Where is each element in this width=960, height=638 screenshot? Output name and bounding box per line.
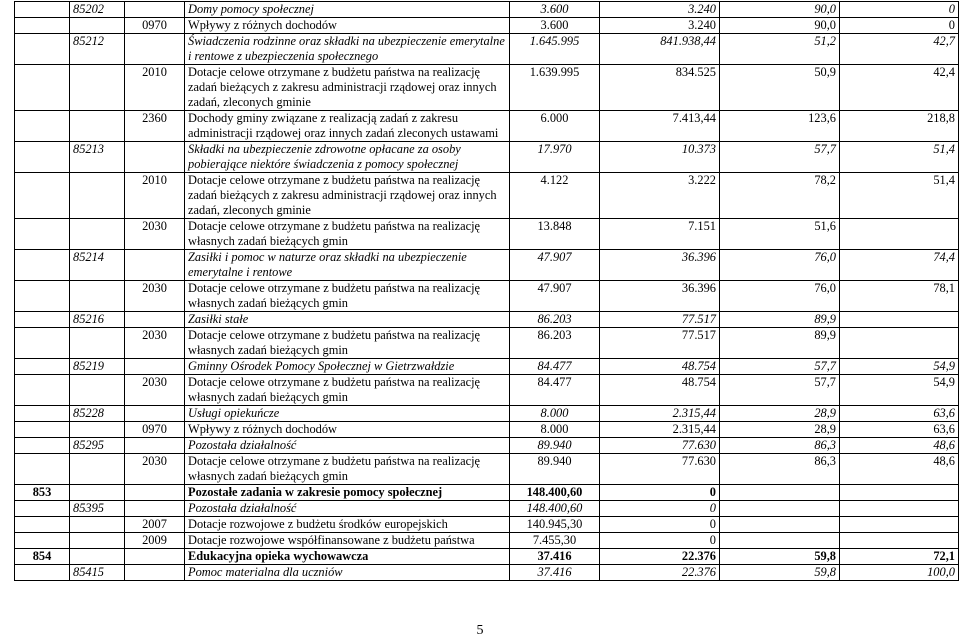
dynamics-cell: 72,1 [840,549,959,565]
execution-cell: 0 [600,533,720,549]
paragraph-cell: 0970 [125,18,185,34]
chapter-cell [70,517,125,533]
percent-execution-cell [720,501,840,517]
paragraph-cell: 2007 [125,517,185,533]
section-cell [15,328,70,359]
plan-cell: 47.907 [510,250,600,281]
execution-cell: 22.376 [600,549,720,565]
dynamics-cell: 51,4 [840,173,959,219]
paragraph-cell [125,312,185,328]
plan-cell: 4.122 [510,173,600,219]
section-cell [15,18,70,34]
section-cell [15,312,70,328]
paragraph-cell [125,250,185,281]
chapter-cell [70,18,125,34]
execution-cell: 48.754 [600,359,720,375]
percent-execution-cell: 28,9 [720,406,840,422]
description-cell: Pozostała działalność [185,438,510,454]
chapter-cell [70,219,125,250]
section-cell [15,533,70,549]
percent-execution-cell: 50,9 [720,65,840,111]
percent-execution-cell: 76,0 [720,281,840,312]
chapter-cell [70,111,125,142]
section-cell [15,2,70,18]
table-row [15,65,959,111]
paragraph-cell: 2030 [125,281,185,312]
dynamics-cell [840,517,959,533]
table-row [15,312,959,328]
paragraph-cell [125,142,185,173]
dynamics-cell: 42,7 [840,34,959,65]
dynamics-cell: 42,4 [840,65,959,111]
dynamics-cell: 100,0 [840,565,959,581]
paragraph-cell: 0970 [125,422,185,438]
chapter-cell [70,533,125,549]
execution-cell: 841.938,44 [600,34,720,65]
percent-execution-cell: 86,3 [720,438,840,454]
chapter-cell: 85212 [70,34,125,65]
plan-cell: 37.416 [510,549,600,565]
dynamics-cell: 74,4 [840,250,959,281]
table-body [15,2,959,581]
description-cell: Zasiłki stałe [185,312,510,328]
section-cell [15,454,70,485]
section-cell [15,173,70,219]
table-row [15,485,959,501]
execution-cell: 36.396 [600,281,720,312]
percent-execution-cell: 89,9 [720,312,840,328]
percent-execution-cell [720,533,840,549]
execution-cell: 36.396 [600,250,720,281]
description-cell: Dotacje celowe otrzymane z budżetu państwa na realizację własnych zadań bieżących gmin [185,328,510,359]
dynamics-cell: 78,1 [840,281,959,312]
chapter-cell [70,328,125,359]
plan-cell: 7.455,30 [510,533,600,549]
table-row [15,18,959,34]
table-row [15,34,959,65]
execution-cell: 22.376 [600,565,720,581]
execution-cell: 77.517 [600,328,720,359]
paragraph-cell: 2030 [125,375,185,406]
plan-cell: 84.477 [510,359,600,375]
table-row [15,281,959,312]
table-row [15,173,959,219]
percent-execution-cell: 89,9 [720,328,840,359]
percent-execution-cell: 86,3 [720,454,840,485]
dynamics-cell: 0 [840,2,959,18]
table-row [15,501,959,517]
execution-cell: 3.240 [600,18,720,34]
chapter-cell: 85214 [70,250,125,281]
dynamics-cell: 63,6 [840,406,959,422]
section-cell [15,250,70,281]
table-row [15,533,959,549]
dynamics-cell: 51,4 [840,142,959,173]
percent-execution-cell: 78,2 [720,173,840,219]
paragraph-cell [125,359,185,375]
plan-cell: 148.400,60 [510,501,600,517]
paragraph-cell [125,565,185,581]
execution-cell: 48.754 [600,375,720,406]
section-cell [15,111,70,142]
section-cell [15,281,70,312]
description-cell: Pomoc materialna dla uczniów [185,565,510,581]
percent-execution-cell: 90,0 [720,18,840,34]
paragraph-cell [125,501,185,517]
table-row [15,454,959,485]
execution-cell: 77.517 [600,312,720,328]
execution-cell: 10.373 [600,142,720,173]
percent-execution-cell: 59,8 [720,565,840,581]
chapter-cell [70,281,125,312]
plan-cell: 86.203 [510,328,600,359]
dynamics-cell [840,501,959,517]
percent-execution-cell: 28,9 [720,422,840,438]
plan-cell: 84.477 [510,375,600,406]
section-cell [15,501,70,517]
description-cell: Dotacje rozwojowe współfinansowane z budżetu państwa [185,533,510,549]
percent-execution-cell: 51,2 [720,34,840,65]
plan-cell: 3.600 [510,2,600,18]
table-row [15,549,959,565]
plan-cell: 6.000 [510,111,600,142]
execution-cell: 2.315,44 [600,422,720,438]
table-row [15,359,959,375]
percent-execution-cell [720,485,840,501]
chapter-cell [70,173,125,219]
section-cell [15,565,70,581]
chapter-cell: 85219 [70,359,125,375]
paragraph-cell: 2009 [125,533,185,549]
description-cell: Usługi opiekuńcze [185,406,510,422]
dynamics-cell: 0 [840,18,959,34]
description-cell: Edukacyjna opieka wychowawcza [185,549,510,565]
plan-cell: 8.000 [510,406,600,422]
table-row [15,2,959,18]
dynamics-cell: 54,9 [840,359,959,375]
plan-cell: 148.400,60 [510,485,600,501]
plan-cell: 89.940 [510,454,600,485]
dynamics-cell: 54,9 [840,375,959,406]
plan-cell: 37.416 [510,565,600,581]
execution-cell: 3.222 [600,173,720,219]
description-cell: Dotacje celowe otrzymane z budżetu państwa na realizację własnych zadań bieżących gmin [185,281,510,312]
chapter-cell [70,422,125,438]
execution-cell: 0 [600,485,720,501]
execution-cell: 77.630 [600,438,720,454]
percent-execution-cell: 57,7 [720,375,840,406]
section-cell [15,517,70,533]
dynamics-cell: 63,6 [840,422,959,438]
section-cell [15,65,70,111]
chapter-cell: 85202 [70,2,125,18]
description-cell: Dotacje celowe otrzymane z budżetu państwa na realizację własnych zadań bieżących gmin [185,219,510,250]
plan-cell: 140.945,30 [510,517,600,533]
description-cell: Świadczenia rodzinne oraz składki na ubezpieczenie emerytalne i rentowe z ubezpieczenia społecznego [185,34,510,65]
paragraph-cell [125,406,185,422]
dynamics-cell [840,219,959,250]
description-cell: Pozostałe zadania w zakresie pomocy społecznej [185,485,510,501]
description-cell: Domy pomocy społecznej [185,2,510,18]
section-cell [15,422,70,438]
table-row [15,422,959,438]
dynamics-cell: 218,8 [840,111,959,142]
dynamics-cell: 48,6 [840,454,959,485]
percent-execution-cell: 57,7 [720,359,840,375]
plan-cell: 3.600 [510,18,600,34]
plan-cell: 13.848 [510,219,600,250]
dynamics-cell: 48,6 [840,438,959,454]
execution-cell: 0 [600,517,720,533]
plan-cell: 1.645.995 [510,34,600,65]
paragraph-cell [125,34,185,65]
section-cell [15,219,70,250]
section-cell [15,34,70,65]
section-cell [15,359,70,375]
chapter-cell [70,375,125,406]
paragraph-cell: 2010 [125,173,185,219]
chapter-cell: 85295 [70,438,125,454]
description-cell: Dotacje celowe otrzymane z budżetu państwa na realizację własnych zadań bieżących gmin [185,375,510,406]
table-row [15,375,959,406]
percent-execution-cell [720,517,840,533]
plan-cell: 8.000 [510,422,600,438]
description-cell: Wpływy z różnych dochodów [185,422,510,438]
percent-execution-cell: 76,0 [720,250,840,281]
paragraph-cell [125,549,185,565]
description-cell: Pozostała działalność [185,501,510,517]
plan-cell: 17.970 [510,142,600,173]
chapter-cell: 85395 [70,501,125,517]
description-cell: Składki na ubezpieczenie zdrowotne opłacane za osoby pobierające niektóre świadczenia z pomocy społecznej [185,142,510,173]
table-row [15,517,959,533]
paragraph-cell: 2030 [125,219,185,250]
description-cell: Wpływy z różnych dochodów [185,18,510,34]
chapter-cell [70,454,125,485]
table-row [15,406,959,422]
table-row [15,219,959,250]
paragraph-cell [125,485,185,501]
dynamics-cell [840,533,959,549]
table-row [15,438,959,454]
description-cell: Dotacje rozwojowe z budżetu środków europejskich [185,517,510,533]
table-row [15,142,959,173]
plan-cell: 86.203 [510,312,600,328]
table-row [15,111,959,142]
chapter-cell: 85213 [70,142,125,173]
description-cell: Dotacje celowe otrzymane z budżetu państwa na realizację zadań bieżących z zakresu administracji rządowej oraz innych zadań, zleconych gminie [185,65,510,111]
table-row [15,565,959,581]
percent-execution-cell: 51,6 [720,219,840,250]
paragraph-cell: 2360 [125,111,185,142]
paragraph-cell: 2030 [125,328,185,359]
section-cell [15,142,70,173]
plan-cell: 89.940 [510,438,600,454]
plan-cell: 1.639.995 [510,65,600,111]
percent-execution-cell: 59,8 [720,549,840,565]
page-number: 5 [476,623,484,638]
paragraph-cell [125,438,185,454]
percent-execution-cell: 90,0 [720,2,840,18]
percent-execution-cell: 57,7 [720,142,840,173]
chapter-cell: 85228 [70,406,125,422]
execution-cell: 7.151 [600,219,720,250]
paragraph-cell [125,2,185,18]
plan-cell: 47.907 [510,281,600,312]
dynamics-cell [840,328,959,359]
chapter-cell [70,485,125,501]
chapter-cell: 85216 [70,312,125,328]
table-row [15,250,959,281]
chapter-cell [70,549,125,565]
execution-cell: 7.413,44 [600,111,720,142]
section-cell: 854 [15,549,70,565]
execution-cell: 834.525 [600,65,720,111]
execution-cell: 3.240 [600,2,720,18]
section-cell: 853 [15,485,70,501]
description-cell: Dotacje celowe otrzymane z budżetu państwa na realizację zadań bieżących z zakresu administracji rządowej oraz innych zadań, zleconych gminie [185,173,510,219]
paragraph-cell: 2030 [125,454,185,485]
dynamics-cell [840,485,959,501]
dynamics-cell [840,312,959,328]
execution-cell: 2.315,44 [600,406,720,422]
section-cell [15,406,70,422]
chapter-cell: 85415 [70,565,125,581]
description-cell: Dochody gminy związane z realizacją zadań z zakresu administracji rządowej oraz innych zadań zleconych ustawami [185,111,510,142]
paragraph-cell: 2010 [125,65,185,111]
description-cell: Dotacje celowe otrzymane z budżetu państwa na realizację własnych zadań bieżących gmin [185,454,510,485]
percent-execution-cell: 123,6 [720,111,840,142]
execution-cell: 77.630 [600,454,720,485]
section-cell [15,375,70,406]
table-row [15,328,959,359]
description-cell: Gminny Ośrodek Pomocy Społecznej w Gietrzwałdzie [185,359,510,375]
budget-table [14,1,959,581]
section-cell [15,438,70,454]
chapter-cell [70,65,125,111]
description-cell: Zasiłki i pomoc w naturze oraz składki na ubezpieczenie emerytalne i rentowe [185,250,510,281]
execution-cell: 0 [600,501,720,517]
